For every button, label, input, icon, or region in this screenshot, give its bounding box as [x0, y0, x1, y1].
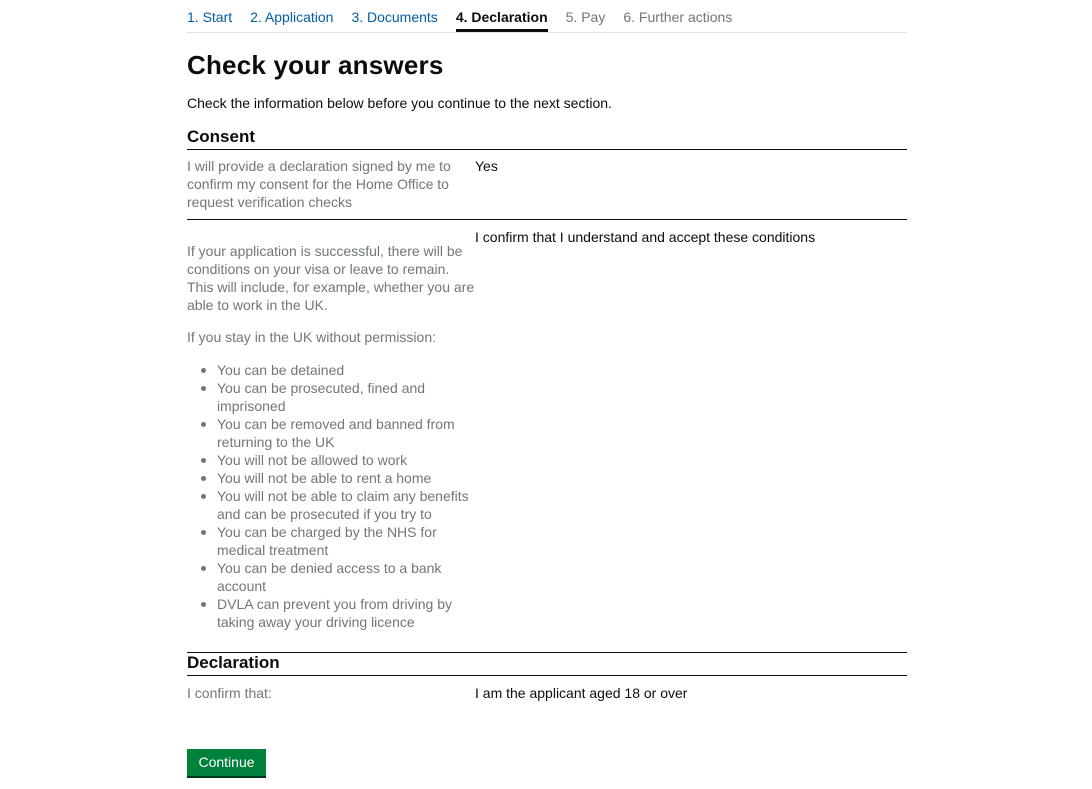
question-verification: I will provide a declaration signed by me to confirm my consent for the Home Office to request verification checks — [187, 158, 451, 210]
list-item: You can be removed and banned from returning to the UK — [217, 415, 475, 451]
question-declaration: I confirm that: — [187, 685, 272, 701]
consent-section — [187, 127, 907, 653]
conditions-paragraph: If your application is successful, there will be conditions on your visa or leave to remain. This will include, for example, whether you are able to work in the UK. — [187, 243, 475, 313]
step-start[interactable]: 1. Start — [187, 9, 233, 25]
answer-declaration: I am the applicant aged 18 or over — [475, 685, 688, 701]
question-conditions — [187, 228, 475, 631]
permission-paragraph: If you stay in the UK without permission: — [187, 329, 436, 345]
page-container — [187, 0, 907, 770]
list-item: You can be charged by the NHS for medical treatment — [217, 523, 475, 559]
continue-button[interactable]: Continue — [187, 749, 266, 776]
list-item: You can be detained — [217, 361, 475, 379]
step-further-actions: 6. Further actions — [623, 9, 733, 25]
intro-text: Check the information below before you continue to the next section. — [187, 95, 612, 111]
step-declaration: 4. Declaration — [456, 0, 548, 31]
answer-verification: Yes — [475, 158, 498, 174]
consent-row-verification — [187, 150, 907, 220]
declaration-heading: Declaration — [187, 653, 907, 676]
declaration-section — [187, 653, 907, 702]
list-item: You will not be allowed to work — [217, 451, 475, 469]
consent-row-conditions — [187, 220, 907, 653]
list-item: You can be prosecuted, fined and imprisoned — [217, 379, 475, 415]
page-title: Check your answers — [187, 50, 444, 80]
step-pay: 5. Pay — [565, 9, 606, 25]
answer-conditions: I confirm that I understand and accept these conditions — [475, 229, 816, 245]
list-item: DVLA can prevent you from driving by taking away your driving licence — [217, 595, 475, 631]
step-application[interactable]: 2. Application — [250, 9, 334, 25]
step-documents[interactable]: 3. Documents — [351, 9, 438, 25]
consent-heading: Consent — [187, 127, 907, 150]
consequences-list — [187, 361, 475, 631]
list-item: You will not be able to claim any benefits and can be prosecuted if you try to — [217, 487, 475, 523]
list-item: You will not be able to rent a home — [217, 469, 475, 487]
declaration-row — [187, 676, 907, 702]
progress-steps — [187, 0, 907, 33]
list-item: You can be denied access to a bank account — [217, 559, 475, 595]
